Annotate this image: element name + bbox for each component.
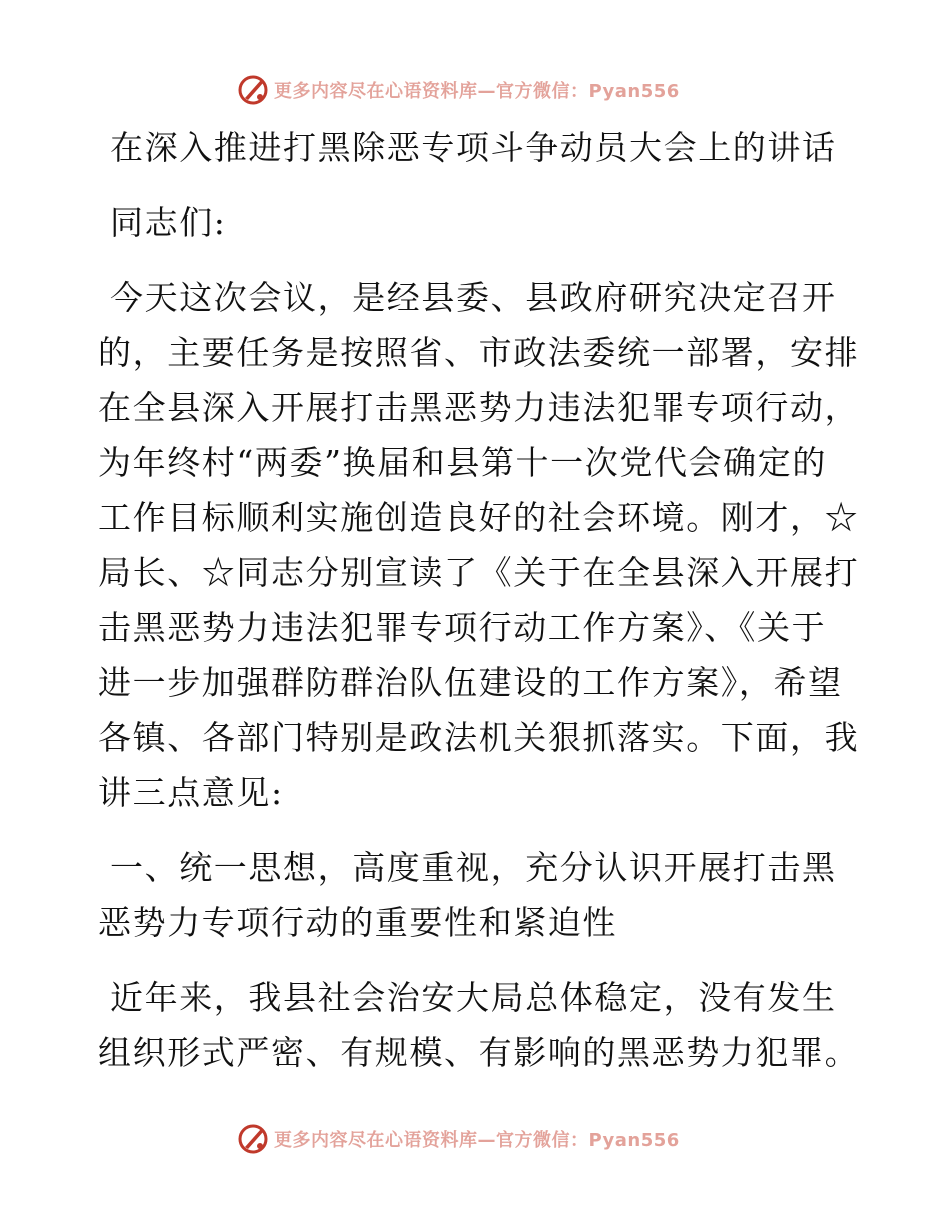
watermark-banner-top <box>236 72 680 108</box>
paragraph-line: 为年终村“两委”换届和县第十一次党代会确定的 <box>98 443 827 482</box>
paragraph-line: 进一步加强群防群治队伍建设的工作方案》，希望 <box>98 663 843 702</box>
paragraph-line: 组织形式严密、有规模、有影响的黑恶势力犯罪。 <box>98 1033 860 1072</box>
paragraph-line: 局长、☆同志分别宣读了《关于在全县深入开展打 <box>98 553 860 592</box>
paragraph-line: 工作目标顺利实施创造良好的社会环境。刚才，☆ <box>98 498 860 537</box>
salutation: 同志们: <box>110 203 227 242</box>
paragraph-line: 在全县深入开展打击黑恶势力违法犯罪专项行动， <box>98 388 860 427</box>
paragraph-line: 的，主要任务是按照省、市政法委统一部署，安排 <box>98 333 860 372</box>
watermark-text: 更多内容尽在心语资料库—官方微信：Pyan556 <box>274 81 680 102</box>
section-heading-line: 一、统一思想，高度重视，充分认识开展打击黑 <box>110 848 837 887</box>
paragraph-line: 击黑恶势力违法犯罪专项行动工作方案》、《关于 <box>98 608 827 647</box>
paragraph-line: 近年来，我县社会治安大局总体稳定，没有发生 <box>110 978 837 1017</box>
paragraph-line: 讲三点意见: <box>98 773 284 812</box>
section-heading-line: 恶势力专项行动的重要性和紧迫性 <box>98 903 617 942</box>
watermark-text: 更多内容尽在心语资料库—官方微信：Pyan556 <box>274 1130 680 1151</box>
paragraph-line: 各镇、各部门特别是政法机关狠抓落实。下面，我 <box>98 718 860 757</box>
paragraph-line: 今天这次会议，是经县委、县政府研究决定召开 <box>110 278 837 317</box>
watermark-banner-bottom <box>236 1121 680 1157</box>
document-title: 在深入推进打黑除恶专项斗争动员大会上的讲话 <box>110 128 837 167</box>
quill-seal-icon <box>236 73 270 107</box>
quill-seal-icon <box>236 1122 270 1156</box>
